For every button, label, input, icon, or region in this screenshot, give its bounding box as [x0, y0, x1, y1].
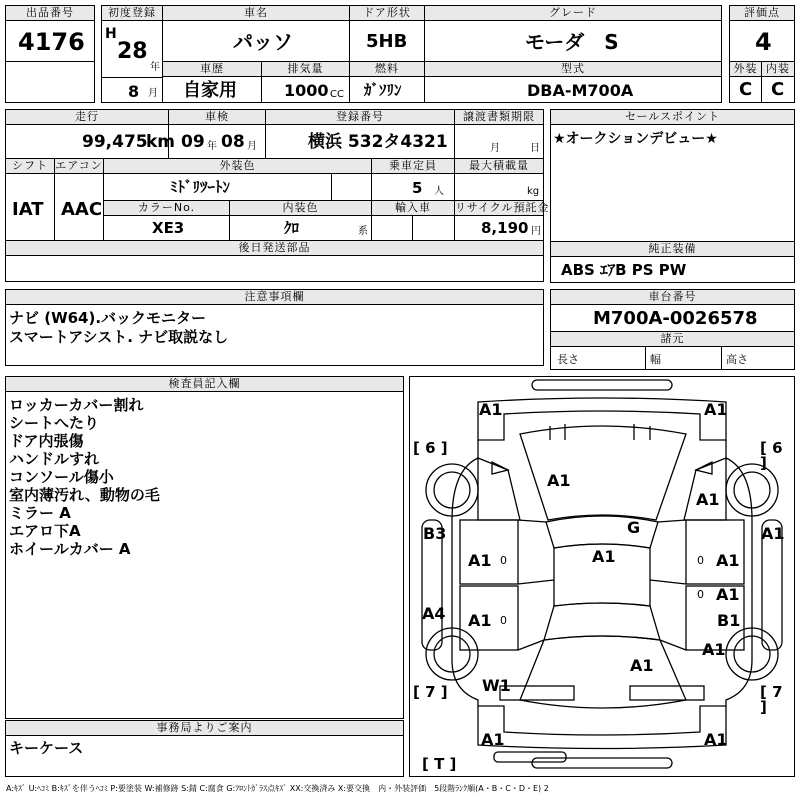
- lot-no-cell: [5, 20, 95, 62]
- office-text: キーケース: [9, 739, 84, 757]
- rear-window-shape: [544, 603, 660, 640]
- door: 5HB: [366, 31, 408, 52]
- month-unit: 月: [148, 88, 158, 99]
- history-header: 車歴: [162, 61, 262, 77]
- insp-month-unit: 月: [247, 141, 257, 152]
- fuel-header: 燃料: [349, 61, 425, 77]
- int-color: ｸﾛ: [284, 219, 300, 237]
- mark-glass: G: [627, 518, 641, 537]
- trunk-shape: [520, 636, 686, 708]
- mark-front-bumper-r: A1: [704, 400, 728, 419]
- int-color-unit: 系: [358, 226, 368, 237]
- displacement-header: 排気量: [261, 61, 350, 77]
- inspection-header: 車検: [168, 109, 266, 125]
- plate-header: 登録番号: [265, 109, 455, 125]
- car-name: パッソ: [233, 30, 293, 54]
- notes-cell: [5, 304, 544, 366]
- ext-grade-header: 外装: [729, 61, 762, 77]
- mark-trunk: A1: [630, 656, 654, 675]
- bottom-stripe: [532, 758, 672, 768]
- ext-color-blank: [331, 173, 372, 201]
- spare-tire: [494, 752, 566, 762]
- handle-mark-fr: 0: [697, 554, 704, 567]
- hood-shape: [520, 426, 686, 520]
- length-label: 長さ: [557, 353, 579, 366]
- import-cell-b: [412, 215, 455, 241]
- color-no: XE3: [152, 219, 185, 237]
- width-label: 幅: [650, 353, 661, 366]
- front-bumper-shape: [478, 398, 726, 440]
- history-cell: [162, 76, 262, 103]
- door-header: ドア形状: [349, 5, 425, 21]
- mark-door-rr-b: B1: [717, 611, 741, 630]
- office-header: 事務局よりご案内: [5, 720, 404, 736]
- displacement-cell: [261, 76, 350, 103]
- notes-text: ナビ (W64).バックモニター スマートアシスト. ナビ取説なし: [9, 309, 229, 346]
- capacity-cell: [371, 173, 455, 201]
- chassis-cell: [550, 304, 795, 332]
- color-no-header: カラーNo.: [103, 200, 230, 216]
- handle-mark-rr: 0: [697, 588, 704, 601]
- mark-door-rr-a: A1: [716, 585, 740, 604]
- shift-header: シフト: [5, 158, 55, 174]
- capacity-header: 乗車定員: [371, 158, 455, 174]
- shift-cell: [5, 173, 55, 241]
- fuel: ｶﾞｿﾘﾝ: [364, 81, 402, 99]
- recycle: 8,190: [481, 219, 529, 237]
- mark-roof: A1: [592, 547, 616, 566]
- right-fender: [684, 458, 726, 520]
- load-cell: [454, 173, 544, 201]
- tire-fl-inner: [434, 472, 470, 508]
- spare-tire-label: [ T ]: [422, 755, 457, 773]
- mileage-header: 走行: [5, 109, 169, 125]
- load-unit: kg: [527, 186, 540, 197]
- grade: モーダ S: [525, 30, 619, 54]
- insp-month: 08: [221, 132, 245, 152]
- top-stripe: [532, 380, 672, 390]
- tire-label-rl: [ 7 ]: [413, 683, 448, 701]
- height-label: 高さ: [726, 353, 748, 366]
- office-cell: [5, 735, 404, 777]
- inspector-header: 検査員記入欄: [5, 376, 404, 392]
- door-cell: [349, 20, 425, 62]
- transfer-cell: [454, 124, 544, 159]
- ac-header: エアコン: [55, 159, 103, 172]
- mark-rear-bumper-r: A1: [704, 730, 728, 749]
- damage-diagram-panel: [409, 376, 795, 777]
- year-unit: 年: [150, 62, 160, 73]
- mark-quarter-l: A4: [422, 604, 446, 623]
- era: H: [105, 26, 117, 42]
- capacity-unit: 人: [434, 186, 444, 197]
- score: 4: [755, 28, 772, 56]
- history: 自家用: [183, 80, 237, 101]
- model: DBA-M700A: [527, 81, 634, 100]
- lot-no: 4176: [18, 28, 85, 56]
- mirror-left: [492, 462, 508, 474]
- chassis-header: 車台番号: [550, 289, 795, 305]
- recycle-header: リサイクル預託金: [455, 201, 550, 214]
- int-color-cell: [229, 215, 372, 241]
- first-reg-month: 8: [128, 82, 140, 101]
- later-parts-header: 後日発送部品: [5, 240, 544, 256]
- displacement-unit: CC: [330, 89, 344, 100]
- ext-color: ﾐﾄﾞﾘﾂｰﾄﾝ: [170, 178, 231, 196]
- later-parts-cell: [5, 255, 544, 282]
- int-grade: C: [771, 79, 785, 100]
- left-fender: [478, 458, 520, 520]
- height-cell: [721, 346, 795, 370]
- score-cell: [729, 20, 795, 62]
- inspector-cell: [5, 391, 404, 719]
- genuine-equipment-text: ABS ｴｱB PS PW: [561, 261, 687, 279]
- rear-lamp-right: [630, 686, 704, 700]
- transfer-month-unit: 月: [490, 143, 500, 154]
- int-grade-cell: [761, 76, 795, 103]
- first-reg-year: 28: [117, 39, 148, 64]
- recycle-unit: 円: [531, 226, 541, 237]
- legend: A:ｷｽﾞ U:ﾍｺﾐ B:ｷｽﾞを伴うﾍｺﾐ P:要塗装 W:補修跡 S:錆 C:腐食 G:ﾌﾛﾝﾄｶﾞﾗｽ点ｷｽﾞ XX:交換済み X:要交換 内・外装評価 5段階ﾗﾝｸ順(A・B・C・D・E) 2: [6, 784, 549, 793]
- mark-rocker-r: A1: [761, 524, 785, 543]
- mark-door-rl: A1: [468, 611, 492, 630]
- shift: IAT: [12, 199, 44, 220]
- ext-grade-cell: [729, 76, 762, 103]
- insp-year-unit: 年: [207, 141, 217, 152]
- lot-no-header: 出品番号: [5, 5, 95, 21]
- mark-door-fl: A1: [468, 551, 492, 570]
- mileage-unit: km: [146, 132, 176, 152]
- length-cell: [550, 346, 646, 370]
- mark-rocker-l: B3: [423, 524, 447, 543]
- car-name-header: 車名: [162, 5, 350, 21]
- chassis-number: M700A-0026578: [593, 308, 758, 329]
- mark-door-fr: A1: [716, 551, 740, 570]
- ext-grade: C: [739, 79, 753, 100]
- color-no-cell: [103, 215, 230, 241]
- int-grade-header: 内装: [761, 61, 795, 77]
- mileage: 99,475: [82, 132, 148, 152]
- car-name-cell: [162, 20, 350, 62]
- mileage-cell: [5, 124, 176, 159]
- rear-lamp-left: [500, 686, 574, 700]
- lot-no-blank: [5, 61, 95, 103]
- ext-color-cell: [103, 173, 332, 201]
- model-header: 型式: [424, 61, 722, 77]
- plate: 横浜 532タ4321: [308, 132, 448, 152]
- ac-cell: [54, 173, 104, 241]
- import-header: 輸入車: [371, 200, 455, 216]
- handle-mark-fl: 0: [500, 554, 507, 567]
- load-header: 最大積載量: [454, 158, 544, 174]
- car-diagram: [409, 376, 795, 777]
- mirror-right: [696, 462, 712, 474]
- mark-fender-r: A1: [696, 490, 720, 509]
- transfer-header: 譲渡書類期限: [454, 109, 544, 125]
- inspection-cell: [168, 124, 266, 159]
- transfer-day-unit: 日: [530, 143, 540, 154]
- tire-label-fl: [ 6 ]: [413, 439, 448, 457]
- capacity: 5: [412, 179, 423, 197]
- ext-color-header: 外装色: [103, 158, 372, 174]
- spec-header: 諸元: [550, 331, 795, 347]
- ac: AAC: [61, 199, 103, 220]
- first-reg-header: 初度登録: [101, 5, 163, 21]
- import-cell-a: [371, 215, 413, 241]
- mark-quarter-r: A1: [702, 640, 726, 659]
- handle-mark-rl: 0: [500, 614, 507, 627]
- first-reg-month-cell: [101, 77, 163, 103]
- tire-fr-inner: [734, 472, 770, 508]
- plate-cell: [265, 124, 455, 159]
- mark-hood: A1: [547, 471, 571, 490]
- insp-year: 09: [181, 132, 205, 152]
- sales-point-text: ★オークションデビュー★: [553, 131, 718, 147]
- sales-point-cell: [550, 124, 795, 242]
- mark-front-bumper-l: A1: [479, 400, 503, 419]
- model-cell: [424, 76, 722, 103]
- genuine-equipment-header: 純正装備: [550, 241, 795, 257]
- grade-cell: [424, 20, 722, 62]
- score-header: 評価点: [729, 5, 795, 21]
- sales-point-header: セールスポイント: [550, 109, 795, 125]
- mark-wheel-rl: W1: [482, 676, 511, 695]
- inspector-text: ロッカーカバー割れ シートへたり ドア内張傷 ハンドルすれ コンソール傷小 室内薄汚れ、動物の毛 ミラー A エアロ下A ホイールカバー A: [9, 396, 160, 558]
- int-color-header: 内装色: [229, 200, 372, 216]
- tire-label-fr: [ 6 ]: [760, 439, 783, 472]
- fuel-cell: [349, 76, 425, 103]
- tire-label-rr: [ 7 ]: [760, 683, 783, 716]
- notes-header: 注意事項欄: [5, 289, 544, 305]
- rear-bumper-shape: [478, 706, 726, 749]
- recycle-cell: [454, 215, 544, 241]
- genuine-equipment-cell: [550, 256, 795, 283]
- mark-rear-bumper-l: A1: [481, 730, 505, 749]
- pillars: [518, 520, 686, 650]
- width-cell: [645, 346, 722, 370]
- windshield-shape: [546, 516, 658, 548]
- grade-header: グレード: [424, 5, 722, 21]
- first-reg-cell: [101, 20, 163, 78]
- displacement: 1000: [284, 81, 329, 100]
